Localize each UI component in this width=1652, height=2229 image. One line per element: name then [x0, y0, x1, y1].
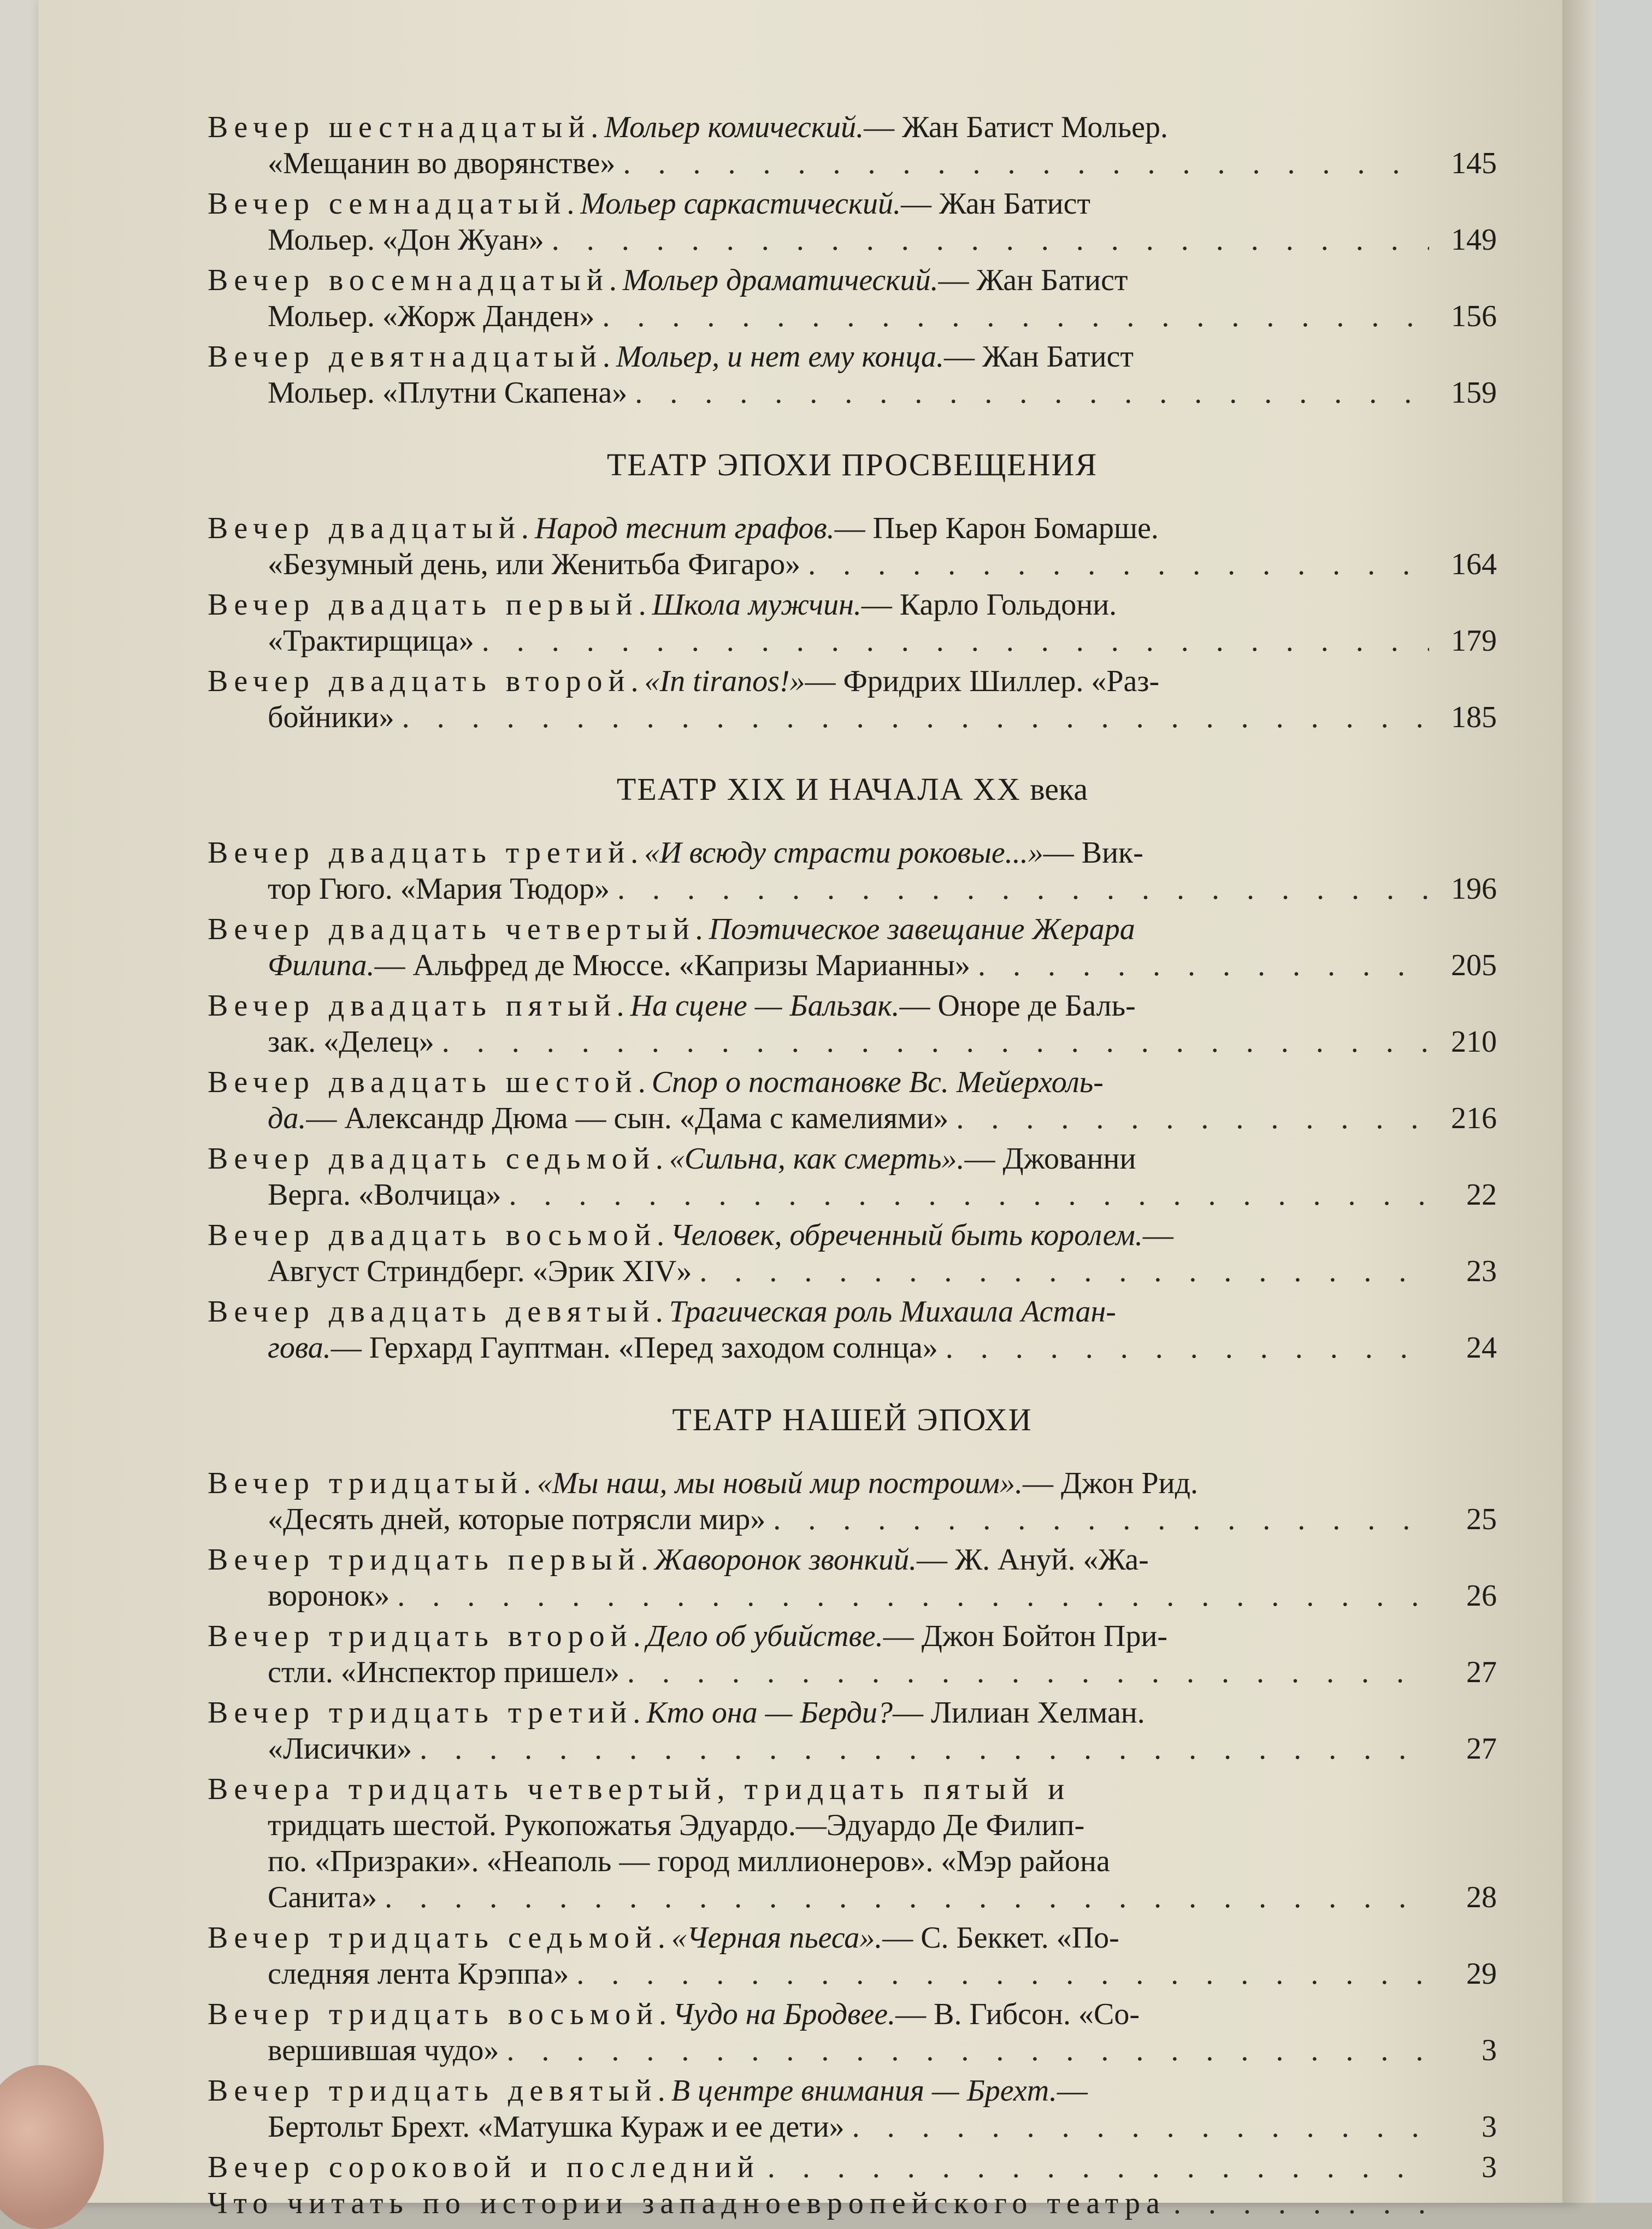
entry-evening: Вечер тридцать седьмой.: [208, 1921, 671, 1955]
entry-evening: Вечер тридцатый.: [208, 1466, 537, 1500]
entry-evening: Вечер шестнадцатый.: [208, 110, 605, 144]
toc-entry-line: [208, 186, 1497, 222]
toc-entry-continuation: [208, 1501, 1497, 1537]
toc-entry-continuation: [208, 1843, 1497, 1879]
page-number: 179: [1451, 624, 1497, 658]
page-number: 159: [1451, 376, 1497, 410]
entry-work: воронок»: [268, 1579, 390, 1613]
entry-author: — Джованни: [964, 1142, 1136, 1176]
toc-entry: [208, 1294, 1497, 1366]
section-title: [208, 1402, 1497, 1438]
entry-title: «Черная пьеса».: [671, 1921, 883, 1955]
entry-work: тор Гюго. «Мария Тюдор»: [268, 872, 610, 906]
entry-title: Мольер драматический.: [622, 263, 939, 297]
entry-work: вершившая чудо»: [268, 2033, 499, 2067]
toc-entry-line: [208, 1064, 1497, 1100]
entry-evening: Вечер девятнадцатый.: [208, 340, 616, 374]
entry-evening: Вечер двадцать седьмой.: [208, 1142, 669, 1176]
toc-entry-line: [208, 510, 1497, 546]
entry-title: В центре внимания — Брехт.: [671, 2074, 1057, 2108]
entry-work: Бертольт Брехт. «Матушка Кураж и ее дети»: [268, 2110, 845, 2144]
entry-title: Поэтическое завещание Жерара: [709, 912, 1135, 946]
entry-title: Человек, обреченный быть королем.: [670, 1218, 1143, 1252]
toc-entry: [208, 1695, 1497, 1767]
toc-entry-line: [208, 1618, 1497, 1654]
entry-author: — Джон Рид.: [1022, 1466, 1199, 1500]
entry-evening: Вечер двадцать пятый.: [208, 989, 630, 1023]
entry-work: Мольер. «Дон Жуан»: [268, 223, 544, 257]
leader-dots: [576, 1956, 1429, 1992]
toc-entry-line: [208, 1920, 1497, 1956]
entry-text: Что читать по истории западноевропейского театра: [208, 2186, 1166, 2220]
toc-entry-continuation: [208, 623, 1497, 659]
entry-work: тридцать шестой. Рукопожатья Эдуардо.—Эдуардо Де Филип-: [268, 1808, 1085, 1842]
page-number: 25: [1466, 1502, 1497, 1536]
toc-entry-line: [208, 2185, 1497, 2221]
toc-entry: [208, 911, 1497, 983]
page-number: 26: [1466, 1579, 1497, 1613]
entry-author: — В. Гибсон. «Со-: [895, 1997, 1140, 2031]
entry-title: Школа мужчин.: [652, 588, 862, 622]
entry-evening: Вечер двадцать второй.: [208, 664, 645, 698]
page-number: 24: [1466, 1331, 1497, 1365]
entry-evening: Вечер тридцать восьмой.: [208, 1997, 673, 2031]
toc-entry-continuation: [208, 1330, 1497, 1366]
leader-dots: [768, 2149, 1429, 2185]
toc-entry-line: [208, 339, 1497, 375]
entry-title-cont: гова.: [268, 1331, 331, 1365]
toc-entry-continuation: [208, 1879, 1497, 1915]
entry-work: Август Стриндберг. «Эрик XIV»: [268, 1254, 692, 1288]
toc-entry: [208, 1771, 1497, 1915]
entry-evening: Вечер двадцать восьмой.: [208, 1218, 671, 1252]
toc-entry-line: [208, 109, 1497, 145]
page-number: 149: [1451, 223, 1497, 257]
entry-work: «Десять дней, которые потрясли мир»: [268, 1502, 766, 1536]
leader-dots: [397, 1578, 1429, 1614]
page-number: 27: [1466, 1655, 1497, 1689]
leader-dots: [623, 145, 1429, 181]
leader-dots: [482, 623, 1429, 659]
entry-work: Мольер. «Плутни Скапена»: [268, 376, 628, 410]
entry-author: — Пьер Карон Бомарше.: [834, 511, 1159, 545]
toc-entry-line: [208, 1771, 1497, 1807]
leader-dots: [552, 222, 1429, 258]
entry-work: Санита»: [268, 1880, 377, 1914]
entry-author: — Фридрих Шиллер. «Раз-: [805, 664, 1160, 698]
entry-author: — Жан Батист: [901, 187, 1090, 221]
page-number: 3: [1482, 2150, 1497, 2184]
page-fold: [1562, 0, 1595, 2203]
section-title-text: ТЕАТР НАШЕЙ ЭПОХИ: [672, 1402, 1032, 1437]
toc-entry-line: [208, 1217, 1497, 1253]
toc-entry-continuation: [208, 1100, 1497, 1136]
section-title-suffix: века: [1030, 771, 1088, 807]
entry-evening: Вечера тридцать четвертый, тридцать пятый и: [208, 1772, 1071, 1806]
entry-author: — Жан Батист Мольер.: [864, 110, 1169, 144]
toc-entry-line: [208, 663, 1497, 699]
entry-author: — Карло Гольдони.: [861, 588, 1117, 622]
page-number: 23: [1466, 1254, 1497, 1288]
entry-evening: Вечер двадцать шестой.: [208, 1065, 652, 1099]
entry-author: —: [1142, 1218, 1173, 1252]
toc-entry: [208, 988, 1497, 1060]
entry-work: зак. «Делец»: [268, 1025, 434, 1059]
toc-entry-line: [208, 1141, 1497, 1177]
leader-dots: [385, 1879, 1429, 1915]
toc-entry-continuation: [208, 1654, 1497, 1690]
leader-dots: [627, 1654, 1429, 1690]
toc-entry-line: [208, 835, 1497, 871]
entry-evening: Вечер двадцатый.: [208, 511, 535, 545]
entry-work: стли. «Инспектор пришел»: [268, 1655, 620, 1689]
toc-entry: [208, 1064, 1497, 1136]
section-title-text: ТЕАТР XIX И НАЧАЛА XX: [616, 771, 1021, 807]
page-number: 29: [1466, 1957, 1497, 1991]
page-number: 185: [1451, 700, 1497, 734]
leader-dots: [602, 298, 1429, 334]
toc-entry: [208, 587, 1497, 659]
toc-entry-continuation: [208, 1177, 1497, 1213]
page-number: 27: [1466, 1732, 1497, 1766]
section-title: [208, 771, 1497, 807]
table-of-contents: [208, 109, 1497, 2221]
toc-entry-continuation: [208, 699, 1497, 735]
entry-author: — Вик-: [1043, 836, 1143, 870]
toc-entry: [208, 663, 1497, 735]
toc-entry-continuation: [208, 145, 1497, 181]
toc-entry-continuation: [208, 1578, 1497, 1614]
toc-entry: [208, 1618, 1497, 1690]
toc-entry-continuation: [208, 546, 1497, 582]
section-title-text: ТЕАТР ЭПОХИ ПРОСВЕЩЕНИЯ: [606, 447, 1098, 482]
entry-evening: Вечер тридцать второй.: [208, 1619, 647, 1653]
toc-entry: [208, 1542, 1497, 1614]
leader-dots: [808, 546, 1429, 582]
toc-entry-line: [208, 587, 1497, 623]
toc-entry-continuation: [208, 2032, 1497, 2068]
entry-title: Чудо на Бродвее.: [672, 1997, 896, 2031]
leader-dots: [956, 1100, 1429, 1136]
entry-author: — С. Беккет. «По-: [882, 1921, 1119, 1955]
leader-dots: [617, 871, 1429, 907]
entry-evening: Вечер семнадцатый.: [208, 187, 581, 221]
page-number: 156: [1451, 299, 1497, 333]
toc-entry-continuation: [208, 947, 1497, 983]
entry-title: «И всюду страсти роковые...»: [644, 836, 1043, 870]
toc-entry: [208, 339, 1497, 411]
toc-entry: [208, 186, 1497, 258]
entry-author: — Ж. Ануй. «Жа-: [916, 1543, 1149, 1577]
toc-entry-continuation: [208, 1253, 1497, 1289]
leader-dots: [773, 1501, 1429, 1537]
toc-entry: [208, 510, 1497, 582]
page-number: 28: [1466, 1880, 1497, 1914]
toc-entry-line: [208, 1542, 1497, 1578]
entry-evening: Вечер тридцать третий.: [208, 1696, 647, 1730]
entry-title: Жаворонок звонкий.: [654, 1543, 917, 1577]
toc-entry-continuation: [208, 1807, 1497, 1843]
toc-entry-line: [208, 262, 1497, 298]
toc-entry-continuation: [208, 1731, 1497, 1767]
entry-evening: Вечер двадцать девятый.: [208, 1295, 669, 1329]
toc-entry-line: [208, 2073, 1497, 2109]
toc-entry: [208, 1217, 1497, 1289]
leader-dots: [506, 2032, 1429, 2068]
toc-entry-continuation: [208, 1956, 1497, 1992]
toc-entry-line: [208, 2149, 1497, 2185]
leader-dots: [978, 947, 1429, 983]
page-number: 205: [1451, 948, 1497, 982]
toc-entry-continuation: [208, 871, 1497, 907]
toc-entry: [208, 835, 1497, 907]
entry-author: — Джон Бойтон При-: [883, 1619, 1168, 1653]
entry-text: Вечер сороковой и последний: [208, 2150, 760, 2184]
page-number: 145: [1451, 146, 1497, 180]
toc-entry: [208, 1465, 1497, 1537]
entry-evening: Вечер двадцать четвертый.: [208, 912, 709, 946]
page-number: 196: [1451, 872, 1497, 906]
page-number: 22: [1466, 1178, 1497, 1212]
entry-author: — Оноре де Баль-: [899, 989, 1136, 1023]
entry-title: На сцене — Бальзак.: [630, 989, 900, 1023]
entry-author: —: [1057, 2074, 1088, 2108]
toc-entry-continuation: [208, 1024, 1497, 1060]
toc-entry: [208, 109, 1497, 181]
toc-entry: [208, 1920, 1497, 1992]
entry-title: Дело об убийстве.: [646, 1619, 883, 1653]
entry-work: «Трактирщица»: [268, 624, 474, 658]
entry-title: «Сильна, как смерть».: [669, 1142, 965, 1176]
entry-title: Народ теснит графов.: [534, 511, 835, 545]
toc-entry-line: [208, 1695, 1497, 1731]
entry-title: Трагическая роль Михаила Астан-: [669, 1295, 1116, 1329]
entry-work: «Лисички»: [268, 1732, 412, 1766]
entry-author: — Лилиан Хелман.: [892, 1696, 1145, 1730]
toc-entry-continuation: [208, 298, 1497, 334]
toc-entry-continuation: [208, 375, 1497, 411]
toc-entry-line: [208, 1996, 1497, 2032]
leader-dots: [1173, 2185, 1429, 2221]
entry-work: — Александр Дюма — сын. «Дама с камелиями»: [306, 1101, 949, 1135]
entry-title: Мольер, и нет ему конца.: [616, 340, 945, 374]
page-number: 164: [1451, 547, 1497, 581]
page-number: 3: [1482, 2110, 1497, 2144]
entry-evening: Вечер двадцать третий.: [208, 836, 645, 870]
entry-evening: Вечер двадцать первый.: [208, 588, 652, 622]
entry-work: «Мещанин во дворянстве»: [268, 146, 616, 180]
leader-dots: [852, 2109, 1429, 2145]
toc-entry: [208, 2073, 1497, 2145]
toc-entry-line: [208, 988, 1497, 1024]
section-title: [208, 447, 1497, 483]
entry-work: «Безумный день, или Женитьба Фигаро»: [268, 547, 801, 581]
entry-title-cont: Филипа.: [268, 948, 375, 982]
entry-title: Кто она — Берди?: [646, 1696, 893, 1730]
entry-work: Мольер. «Жорж Данден»: [268, 299, 595, 333]
leader-dots: [420, 1731, 1429, 1767]
toc-entry: [208, 262, 1497, 334]
entry-title-cont: да.: [268, 1101, 306, 1135]
page-number: 216: [1451, 1101, 1497, 1135]
toc-entry-line: [208, 1294, 1497, 1330]
entry-author: — Жан Батист: [944, 340, 1134, 374]
entry-work: Верга. «Волчица»: [268, 1178, 502, 1212]
toc-entry-line: [208, 1465, 1497, 1501]
entry-work: бойники»: [268, 700, 394, 734]
toc-entry-continuation: [208, 222, 1497, 258]
entry-evening: Вечер восемнадцатый.: [208, 263, 623, 297]
entry-work: следняя лента Крэппа»: [268, 1957, 569, 1991]
leader-dots: [699, 1253, 1429, 1289]
entry-author: — Жан Батист: [938, 263, 1128, 297]
toc-entry-line: [208, 911, 1497, 947]
toc-entry: [208, 1141, 1497, 1213]
entry-work: — Альфред де Мюссе. «Капризы Марианны»: [374, 948, 970, 982]
entry-work: — Герхард Гауптман. «Перед заходом солнца»: [331, 1331, 938, 1365]
entry-title: Спор о постановке Вс. Мейерхоль-: [651, 1065, 1104, 1099]
entry-evening: Вечер тридцать первый.: [208, 1543, 654, 1577]
toc-entry-continuation: [208, 2109, 1497, 2145]
page-number: 3: [1482, 2033, 1497, 2067]
entry-title: «Мы наш, мы новый мир построим».: [536, 1466, 1023, 1500]
entry-title: Мольер комический.: [604, 110, 864, 144]
entry-work: по. «Призраки». «Неаполь — город миллионеров». «Мэр района: [268, 1844, 1110, 1878]
leader-dots: [635, 375, 1429, 411]
entry-title: «In tiranos!»: [644, 664, 805, 698]
toc-entry: [208, 1996, 1497, 2068]
leader-dots: [402, 699, 1429, 735]
leader-dots: [442, 1024, 1429, 1060]
leader-dots: [946, 1330, 1429, 1366]
entry-title: Мольер саркастический.: [580, 187, 901, 221]
entry-evening: Вечер тридцать девятый.: [208, 2074, 671, 2108]
page-number: 210: [1451, 1025, 1497, 1059]
leader-dots: [509, 1177, 1429, 1213]
